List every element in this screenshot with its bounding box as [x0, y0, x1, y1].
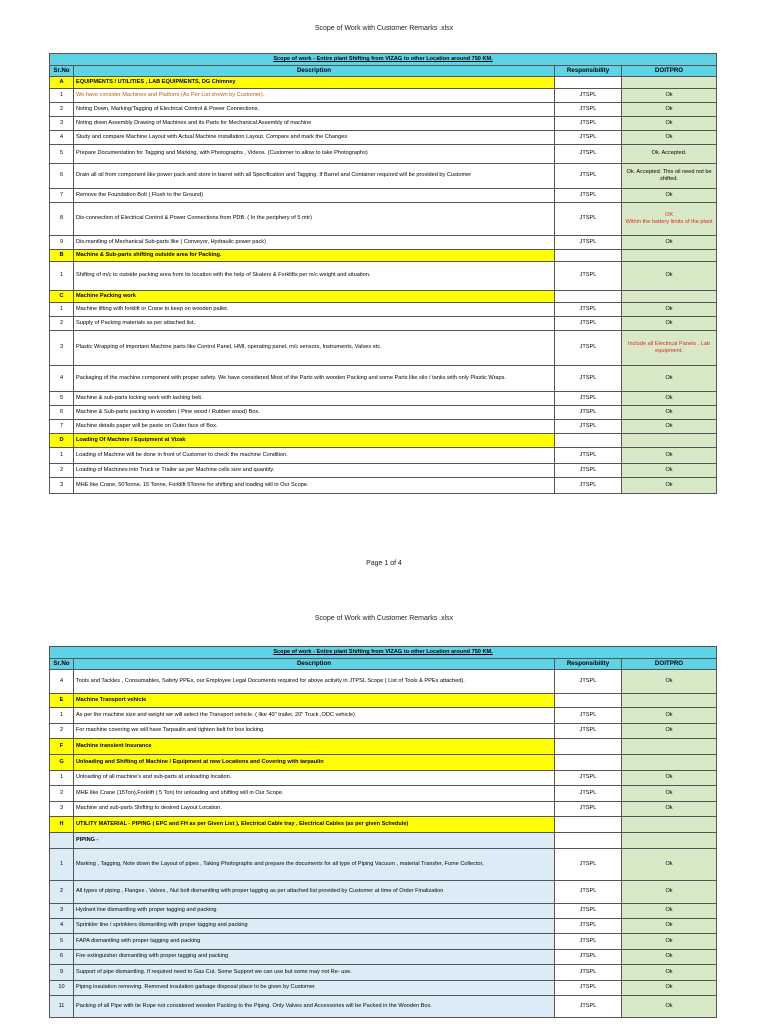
description-cell: Unloading of all machine's and sub-parts at unloading location.: [74, 771, 555, 786]
header-sr-no: Sr.No: [50, 659, 74, 670]
sr-no-cell: 10: [50, 981, 74, 996]
doitpro-status-cell: Ok: [622, 881, 717, 904]
sr-no-cell: 7: [50, 420, 74, 434]
description-cell: Packing of all Pipe with tie Rope not considered wooden Packing to the Piping. Only Valves and Accessories will be Packed in the Wooden Box.: [74, 996, 555, 1018]
sr-no-cell: 2: [50, 724, 74, 739]
sr-no-cell: 2: [50, 881, 74, 904]
responsibility-cell: JTSPL: [555, 203, 622, 236]
sr-no-cell: 4: [50, 919, 74, 934]
table-row: [50, 904, 717, 919]
table-row: [50, 996, 717, 1018]
section-row: [50, 755, 717, 771]
description-cell: Machine details paper will be paste on Outer face of Box.: [74, 420, 555, 434]
doitpro-status-cell: Ok: [622, 965, 717, 981]
table-row: [50, 833, 717, 849]
sr-no-cell: 3: [50, 802, 74, 817]
doitpro-status-cell: [622, 755, 717, 771]
sr-no-cell: [50, 833, 74, 849]
doitpro-status-cell: [622, 291, 717, 303]
responsibility-cell: [555, 833, 622, 849]
table-row: [50, 131, 717, 145]
description-cell: MHE like Crane (15Ton),Forklift ( 5 Ton) for unloading and shifting will in Our Scope.: [74, 786, 555, 802]
table-row: [50, 965, 717, 981]
responsibility-cell: JTSPL: [555, 478, 622, 494]
description-cell: Machine lifting with forklift or Crane to keep on wooden pallet.: [74, 303, 555, 317]
doitpro-status-cell: [622, 250, 717, 262]
description-cell: All types of piping , Flanges , Valves , Nut bolt dismantling with proper tagging as per attached list provided by Customer at time of Order Finalization: [74, 881, 555, 904]
responsibility-cell: JTSPL: [555, 802, 622, 817]
responsibility-cell: [555, 434, 622, 448]
description-cell: For machine covering we will have Tarpaulin and tighten belt for box locking.: [74, 724, 555, 739]
responsibility-cell: JTSPL: [555, 849, 622, 881]
description-cell: Loading of Machine will be done in front of Customer to check the machine Condition.: [74, 448, 555, 464]
table-row: [50, 670, 717, 694]
header-responsibility: Responsibility: [555, 66, 622, 77]
table-header-row: [50, 659, 717, 670]
sr-no-cell: 8: [50, 203, 74, 236]
doitpro-status-cell: Ok: [622, 303, 717, 317]
responsibility-cell: JTSPL: [555, 771, 622, 786]
responsibility-cell: JTSPL: [555, 366, 622, 392]
doitpro-status-cell: Ok: [622, 406, 717, 420]
responsibility-cell: JTSPL: [555, 331, 622, 366]
doitpro-status-cell: Ok: [622, 236, 717, 250]
sr-no-cell: 3: [50, 904, 74, 919]
doitpro-status-cell: Ok: [622, 448, 717, 464]
sr-no-cell: 5: [50, 145, 74, 164]
description-cell: Piping insulation removing. Removed insulation garbage disposal place to be given by Customer: [74, 981, 555, 996]
sr-no-cell: G: [50, 755, 74, 771]
sr-no-cell: 1: [50, 262, 74, 291]
page-2-title: Scope of Work with Customer Remarks .xlsx: [314, 615, 454, 622]
doitpro-status-cell: Ok: [622, 464, 717, 478]
description-cell: Noting Down, Marking/Tagging of Electrical Control & Power Connections.: [74, 103, 555, 117]
responsibility-cell: JTSPL: [555, 934, 622, 950]
doitpro-status-cell: [622, 739, 717, 755]
section-row: [50, 291, 717, 303]
sr-no-cell: 6: [50, 950, 74, 965]
sr-no-cell: 7: [50, 189, 74, 203]
sr-no-cell: 2: [50, 103, 74, 117]
sr-no-cell: B: [50, 250, 74, 262]
sr-no-cell: 3: [50, 478, 74, 494]
doitpro-status-cell: [622, 434, 717, 448]
doitpro-status-cell: Ok: [622, 670, 717, 694]
table-row: [50, 164, 717, 189]
doitpro-status-cell: [622, 694, 717, 708]
responsibility-cell: [555, 77, 622, 89]
sr-no-cell: 9: [50, 236, 74, 250]
description-cell: PIPING -: [74, 833, 555, 849]
section-row: [50, 77, 717, 89]
doitpro-status-cell: Ok: [622, 117, 717, 131]
header-sr-no: Sr.No: [50, 66, 74, 77]
responsibility-cell: JTSPL: [555, 262, 622, 291]
table-row: [50, 392, 717, 406]
doitpro-status-cell: Ok: [622, 849, 717, 881]
responsibility-cell: [555, 291, 622, 303]
sr-no-cell: A: [50, 77, 74, 89]
banner-text: Scope of work - Entire plant Shifting from VIZAG to other Location around 750 KM.: [50, 54, 717, 66]
sr-no-cell: 1: [50, 708, 74, 724]
description-cell: Noting down Assembly Drawing of Machines and its Parts for Mechanical Assembly of machine: [74, 117, 555, 131]
doitpro-status-cell: Ok: [622, 904, 717, 919]
responsibility-cell: JTSPL: [555, 420, 622, 434]
table-row: [50, 950, 717, 965]
doitpro-status-cell: OK Within the battery limits of the plant: [622, 203, 717, 236]
responsibility-cell: [555, 817, 622, 833]
table-row: [50, 189, 717, 203]
doitpro-status-cell: Ok: [622, 802, 717, 817]
scope-table-page-2: [49, 646, 717, 1018]
description-cell: Machine Packing work: [74, 291, 555, 303]
description-cell: Sprinkler line / sprinklers dismantling with proper tagging and packing: [74, 919, 555, 934]
doitpro-status-cell: Ok: [622, 366, 717, 392]
doitpro-status-cell: [622, 817, 717, 833]
description-cell: Tools and Tackles , Consumables, Safety PPEs, our Employee Legal Documents required for above activity in JTPSL Scope ( List of Tools & PPEs attached).: [74, 670, 555, 694]
table-row: [50, 849, 717, 881]
table-row: [50, 262, 717, 291]
doitpro-status-cell: Include all Electrical Panels , Lab equipment,: [622, 331, 717, 366]
sr-no-cell: 6: [50, 406, 74, 420]
table-row: [50, 881, 717, 904]
description-cell: Packaging of the machine component with proper safety. We have considered Most of the Parts with wooden Packing and some Parts like silo / tanks with only Plastic Wraps.: [74, 366, 555, 392]
responsibility-cell: JTSPL: [555, 189, 622, 203]
table-row: [50, 203, 717, 236]
sr-no-cell: C: [50, 291, 74, 303]
doitpro-status-cell: Ok: [622, 708, 717, 724]
responsibility-cell: JTSPL: [555, 904, 622, 919]
responsibility-cell: JTSPL: [555, 881, 622, 904]
description-cell: Machine transient Insurance: [74, 739, 555, 755]
table-row: [50, 464, 717, 478]
description-cell: Drain all oil from component like power pack and store in barrel with all Specification and Tagging. If Barrel and Container required will be provided by Customer: [74, 164, 555, 189]
page-1-footer: Page 1 of 4: [366, 560, 402, 567]
table-row: [50, 448, 717, 464]
sr-no-cell: 6: [50, 164, 74, 189]
table-banner: [50, 647, 717, 659]
sr-no-cell: 4: [50, 131, 74, 145]
section-row: [50, 250, 717, 262]
description-cell: Machine and sub-parts Shifting to desired Layout Location.: [74, 802, 555, 817]
section-row: [50, 434, 717, 448]
responsibility-cell: [555, 250, 622, 262]
sr-no-cell: 1: [50, 89, 74, 103]
responsibility-cell: JTSPL: [555, 950, 622, 965]
responsibility-cell: JTSPL: [555, 392, 622, 406]
responsibility-cell: JTSPL: [555, 919, 622, 934]
description-cell: MHE like Crane, 50Tonne, 15 Tonne, Forklift 5Tonne for shifting and loading will in Our Scope.: [74, 478, 555, 494]
description-cell: Plastic Wrapping of important Machine parts like Control Panel, HMI, operating panel, m/c sensors, Instruments, Valves etc.: [74, 331, 555, 366]
description-cell: UTILITY MATERIAL - PIPING ( EPC and FH as per Given List ), Electrical Cable tray , Electrical Cables (as per given Schedule): [74, 817, 555, 833]
description-cell: We have consider Machines and Platform (As Per List shown by Customer).: [74, 89, 555, 103]
scope-table-page-1: [49, 53, 717, 494]
doitpro-status-cell: Ok: [622, 317, 717, 331]
description-cell: Fire extinguisher dismantling with proper tagging and packing: [74, 950, 555, 965]
section-row: [50, 817, 717, 833]
header-doitpro: DOITPRO: [622, 66, 717, 77]
description-cell: As per the machine size and weight we will select the Transport vehicle. ( like 40" trailer, 20" Truck ,ODC vehicle): [74, 708, 555, 724]
table-row: [50, 366, 717, 392]
sr-no-cell: 2: [50, 464, 74, 478]
sr-no-cell: 4: [50, 366, 74, 392]
sr-no-cell: 3: [50, 331, 74, 366]
description-cell: Loading of Machines into Truck or Trailer as per Machine cells size and quantity.: [74, 464, 555, 478]
responsibility-cell: JTSPL: [555, 996, 622, 1018]
sr-no-cell: 1: [50, 849, 74, 881]
description-cell: Marking , Tagging, Note down the Layout of pipes , Taking Photographs and prepare the documents for all type of Piping Vacuum , material Transfer, Fume Collector,: [74, 849, 555, 881]
table-row: [50, 802, 717, 817]
banner-text: Scope of work - Entire plant Shifting from VIZAG to other Location around 750 KM.: [50, 647, 717, 659]
section-row: [50, 739, 717, 755]
doitpro-status-cell: Ok: [622, 950, 717, 965]
table-row: [50, 786, 717, 802]
doitpro-status-cell: Ok: [622, 131, 717, 145]
description-cell: Study and compare Machine Layout with Actual Machine installation Layout. Compare and mark the Changes: [74, 131, 555, 145]
table-row: [50, 89, 717, 103]
sr-no-cell: 1: [50, 303, 74, 317]
header-description: Description: [74, 66, 555, 77]
description-cell: EQUIPMENTS / UTILITIES , LAB EQUIPMENTS, DG Chimney: [74, 77, 555, 89]
description-cell: Machine & Sub-parts packing in wooden ( Pine wood / Rubber wood) Box.: [74, 406, 555, 420]
description-cell: Shifting of m/c to outside packing area from its location with the help of Skaters & Forklifts per m/c weight and situation.: [74, 262, 555, 291]
description-cell: Support of pipe dismantling. If required need to Gas Cut. Some Support we can use but some may not Re- use.: [74, 965, 555, 981]
header-responsibility: Responsibility: [555, 659, 622, 670]
description-cell: Machine Transport vehicle: [74, 694, 555, 708]
table-row: [50, 317, 717, 331]
doitpro-status-cell: Ok: [622, 934, 717, 950]
description-cell: Dis-mantling of Mechanical Sub-parts like ( Conveyor, Hydraulic power pack): [74, 236, 555, 250]
responsibility-cell: JTSPL: [555, 448, 622, 464]
table-row: [50, 771, 717, 786]
description-cell: Machine & sub-parts locking work with lashing belt.: [74, 392, 555, 406]
responsibility-cell: JTSPL: [555, 981, 622, 996]
sr-no-cell: 2: [50, 317, 74, 331]
doitpro-status-cell: Ok: [622, 478, 717, 494]
description-cell: Prepare Documentation for Tagging and Marking, with Photographs , Videos. (Customer to allow to take Photographs): [74, 145, 555, 164]
doitpro-status-cell: Ok: [622, 392, 717, 406]
doitpro-status-cell: Ok. Accepted.: [622, 145, 717, 164]
description-cell: Machine & Sub-parts shifting outside area for Packing.: [74, 250, 555, 262]
doitpro-status-cell: [622, 833, 717, 849]
responsibility-cell: JTSPL: [555, 965, 622, 981]
responsibility-cell: JTSPL: [555, 303, 622, 317]
doitpro-status-cell: [622, 77, 717, 89]
sr-no-cell: 1: [50, 771, 74, 786]
doitpro-status-cell: Ok: [622, 189, 717, 203]
doitpro-status-cell: Ok: [622, 981, 717, 996]
responsibility-cell: JTSPL: [555, 145, 622, 164]
doitpro-status-cell: Ok: [622, 103, 717, 117]
sr-no-cell: 3: [50, 117, 74, 131]
responsibility-cell: JTSPL: [555, 708, 622, 724]
table-row: [50, 478, 717, 494]
sr-no-cell: 9: [50, 965, 74, 981]
sr-no-cell: 1: [50, 448, 74, 464]
doitpro-status-cell: Ok: [622, 89, 717, 103]
sr-no-cell: 5: [50, 392, 74, 406]
table-row: [50, 236, 717, 250]
doitpro-status-cell: Ok: [622, 996, 717, 1018]
page-1-title: Scope of Work with Customer Remarks .xlsx: [314, 25, 454, 32]
page-2: [0, 600, 768, 1024]
description-cell: Supply of Packing materials as per attached list.: [74, 317, 555, 331]
table-row: [50, 303, 717, 317]
section-row: [50, 694, 717, 708]
table-row: [50, 934, 717, 950]
responsibility-cell: JTSPL: [555, 670, 622, 694]
description-cell: Unloading and Shifting of Machine / Equipment at new Locations and Covering with tarpaulin: [74, 755, 555, 771]
table-row: [50, 919, 717, 934]
responsibility-cell: JTSPL: [555, 131, 622, 145]
responsibility-cell: [555, 755, 622, 771]
responsibility-cell: JTSPL: [555, 103, 622, 117]
doitpro-status-cell: Ok. Accepted. This oil need not be shifted.: [622, 164, 717, 189]
table-row: [50, 117, 717, 131]
responsibility-cell: JTSPL: [555, 236, 622, 250]
table-row: [50, 331, 717, 366]
responsibility-cell: JTSPL: [555, 317, 622, 331]
sr-no-cell: 11: [50, 996, 74, 1018]
description-cell: FAPA dismantling with proper tagging and packing: [74, 934, 555, 950]
header-description: Description: [74, 659, 555, 670]
doitpro-status-cell: Ok: [622, 262, 717, 291]
table-row: [50, 406, 717, 420]
responsibility-cell: JTSPL: [555, 406, 622, 420]
doitpro-status-cell: Ok: [622, 771, 717, 786]
table-row: [50, 708, 717, 724]
description-cell: Loading Of Machine / Equipment at Vizak: [74, 434, 555, 448]
responsibility-cell: [555, 694, 622, 708]
responsibility-cell: [555, 739, 622, 755]
sr-no-cell: F: [50, 739, 74, 755]
table-row: [50, 103, 717, 117]
sr-no-cell: 4: [50, 670, 74, 694]
table-row: [50, 420, 717, 434]
table-banner: [50, 54, 717, 66]
description-cell: Hydrant line dismantling with proper tagging and packing: [74, 904, 555, 919]
table-header-row: [50, 66, 717, 77]
doitpro-status-cell: Ok: [622, 786, 717, 802]
table-row: [50, 724, 717, 739]
responsibility-cell: JTSPL: [555, 786, 622, 802]
doitpro-status-cell: Ok: [622, 420, 717, 434]
doitpro-status-cell: Ok: [622, 919, 717, 934]
responsibility-cell: JTSPL: [555, 117, 622, 131]
sr-no-cell: D: [50, 434, 74, 448]
table-row: [50, 981, 717, 996]
responsibility-cell: JTSPL: [555, 724, 622, 739]
table-row: [50, 145, 717, 164]
sr-no-cell: E: [50, 694, 74, 708]
description-cell: Remove the Foundation Bolt ( Flush to the Ground): [74, 189, 555, 203]
responsibility-cell: JTSPL: [555, 164, 622, 189]
responsibility-cell: JTSPL: [555, 464, 622, 478]
sr-no-cell: 2: [50, 786, 74, 802]
description-cell: Dis-connection of Electrical Control & Power Connections from PDB. ( In the periphery of 5 mtr): [74, 203, 555, 236]
doitpro-status-cell: Ok: [622, 724, 717, 739]
sr-no-cell: 5: [50, 934, 74, 950]
responsibility-cell: JTSPL: [555, 89, 622, 103]
sr-no-cell: H: [50, 817, 74, 833]
header-doitpro: DOITPRO: [622, 659, 717, 670]
